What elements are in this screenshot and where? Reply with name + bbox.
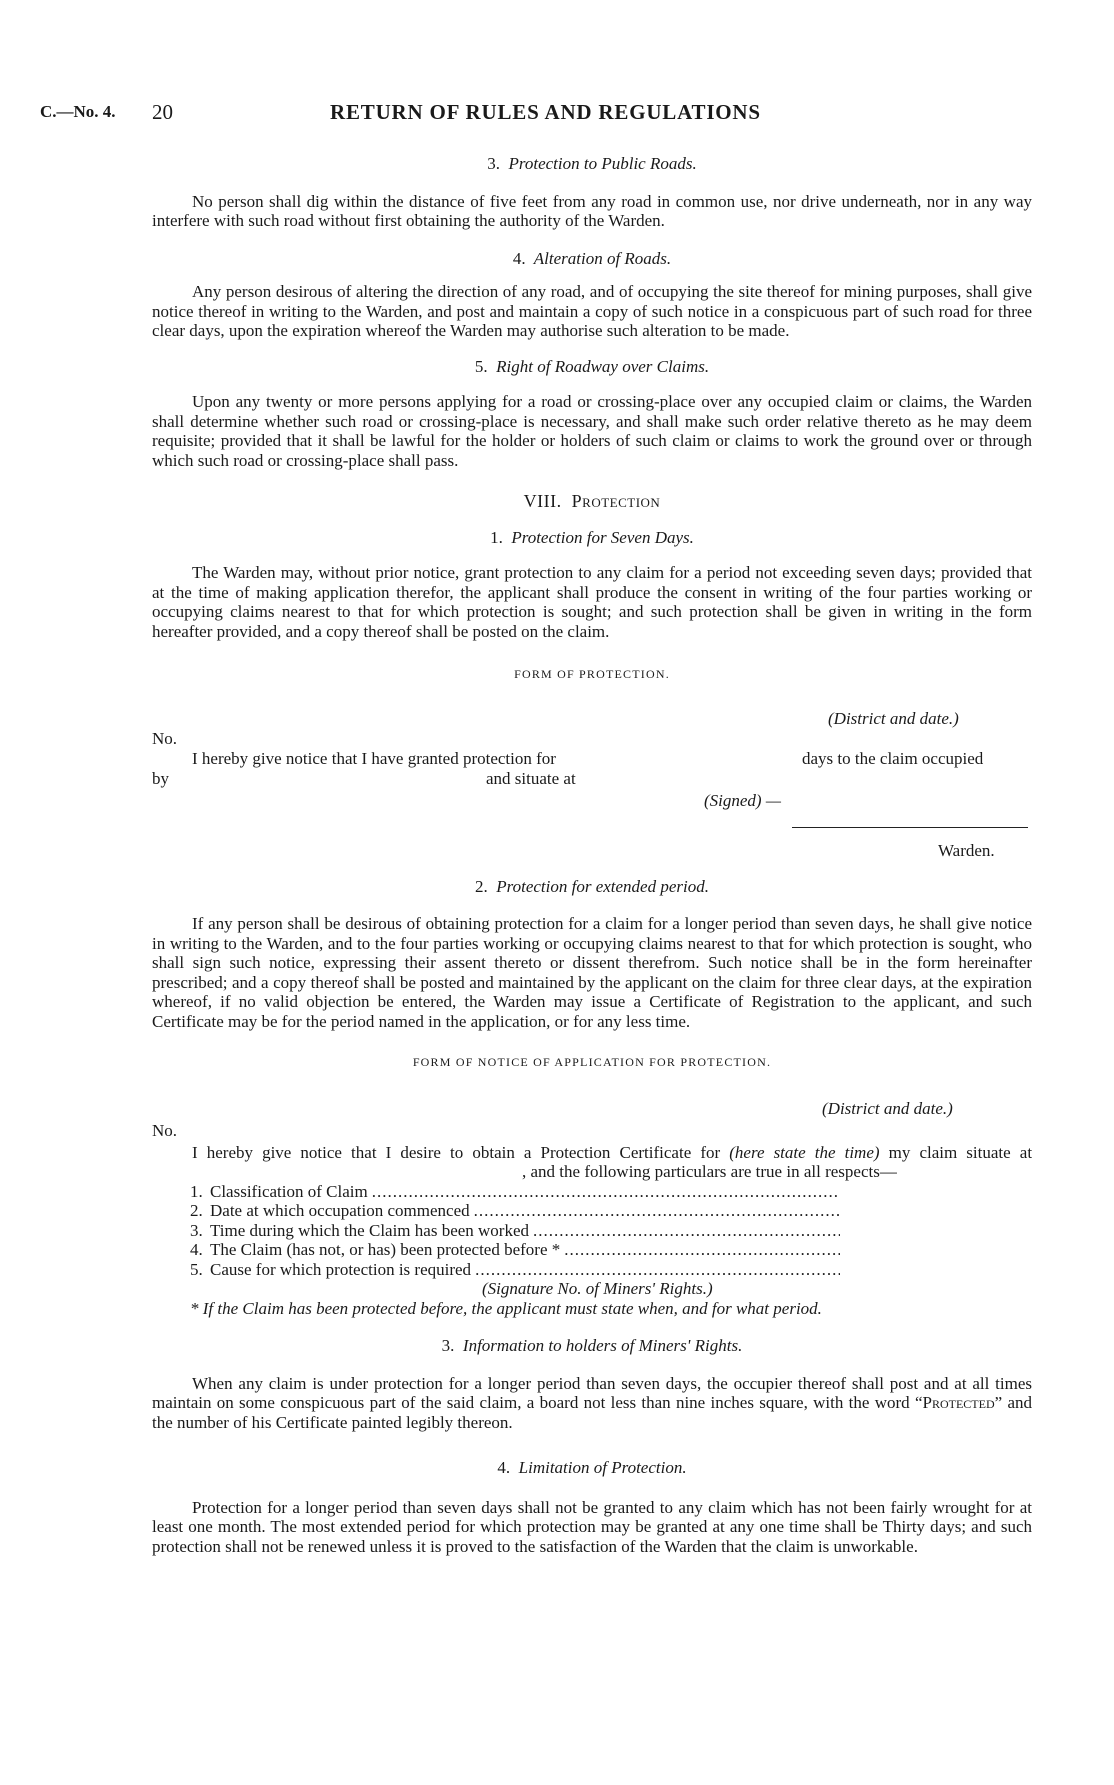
section-heading-right-of-roadway: 5. Right of Roadway over Claims. xyxy=(474,356,710,376)
section-heading-extended-period: 2. Protection for extended period. xyxy=(474,876,709,896)
document-body xyxy=(152,152,1032,1556)
paragraph-limitation: Protection for a longer period than seven days shall not be granted to any claim which has not been fairly wrought for at least one month. The most extended period for which protection may be granted at any one time shall be Thirty days; and such protection shall not be renewed unless it is proved to the satisfaction of the Warden that the claim is unworkable. xyxy=(152,1497,1032,1556)
form2-footnote: * If the Claim has been protected before, the applicant must state when, and for what period. xyxy=(190,1298,822,1318)
form2-intro: I hereby give notice that I desire to obtain a Protection Certificate for (here state the time) my claim situate at , and the following particulars are true in all respects— xyxy=(192,1142,1033,1181)
list-item: 5. Cause for which protection is required ..... xyxy=(190,1260,840,1280)
form2-particulars-list xyxy=(190,1182,840,1280)
form1-warden-label: Warden. xyxy=(938,840,995,860)
paragraph-extended-period: If any person shall be desirous of obtaining protection for a claim for a longer period than seven days, he shall give notice in writing to the Warden, and to the four parties working or occupying claims nearest to that for which protection is sought, who shall sign such notice, expressing their assent thereto or dissent therefrom. Such notice shall be in the form hereinafter prescribed; and a copy thereof shall be posted and maintained by the applicant on the claim for three clear days, at the expiration whereof, if no valid objection be entered, the Warden may issue a Certificate of Registration to the applicant, and such Certificate may be for the period named in the application, or for any less time. xyxy=(152,914,1032,1031)
page-title: RETURN OF RULES AND REGULATIONS xyxy=(330,100,761,124)
document-reference: C.—No. 4. xyxy=(40,102,116,121)
page-header xyxy=(40,100,1070,130)
list-item: 4. The Claim (has not, or has) been protected before * ..... xyxy=(190,1240,840,1260)
section-heading-seven-days: 1. Protection for Seven Days. xyxy=(490,527,694,547)
form1-signed-label: (Signed) — xyxy=(704,790,781,810)
form1-by-label: by xyxy=(152,768,169,788)
form1-grant-line: I hereby give notice that I have granted protection for xyxy=(192,748,556,768)
section-heading-alteration-roads: 4. Alteration of Roads. xyxy=(512,248,672,268)
form1-signature-line xyxy=(792,827,1028,828)
paragraph-right-of-roadway: Upon any twenty or more persons applying for a road or crossing-place over any occupied claim or claims, the Warden shall determine whether such road or crossing-place is necessary, and shall make such order relative thereto as he may deem requisite; provided that it shall be lawful for the holder or holders of such claim or claims to work the ground over or through which such road or crossing-place shall pass. xyxy=(152,392,1032,470)
protection-form xyxy=(152,695,1032,865)
list-item: 3. Time during which the Claim has been worked ..... xyxy=(190,1221,840,1241)
form-title-protection: FORM OF PROTECTION. xyxy=(514,667,670,681)
section-heading-limitation: 4. Limitation of Protection. xyxy=(497,1458,687,1477)
form1-situate-label: and situate at xyxy=(486,768,576,788)
page-number: 20 xyxy=(152,100,173,124)
form1-district-date: (District and date.) xyxy=(828,708,959,728)
form1-days-line: days to the claim occupied xyxy=(802,748,984,768)
section-heading-miners-rights: 3. Information to holders of Miners' Rights. xyxy=(441,1336,743,1355)
list-item: 1. Classification of Claim ..... xyxy=(190,1182,840,1202)
list-item: 2. Date at which occupation commenced ..... xyxy=(190,1201,840,1221)
form2-signature-label: (Signature No. of Miners' Rights.) xyxy=(482,1279,713,1298)
notice-form-header xyxy=(152,1085,1032,1143)
part-heading-protection: VIII. Protection xyxy=(523,491,661,511)
section-heading-public-roads: 3. Protection to Public Roads. xyxy=(487,154,697,173)
paragraph-seven-days: The Warden may, without prior notice, grant protection to any claim for a period not exceeding seven days; provided that at the time of making application therefor, the applicant shall produce the consent in writing of the four parties working or occupying claims nearest to that for which protection is sought; and such protection shall be given in writing in the form hereafter provided, and a copy thereof shall be posted on the claim. xyxy=(152,563,1032,641)
form1-number-label: No. xyxy=(152,728,178,748)
form-title-notice: FORM OF NOTICE OF APPLICATION FOR PROTECTION. xyxy=(412,1055,772,1069)
paragraph-miners-rights: When any claim is under protection for a longer period than seven days, the occupier thereof shall post and at all times maintain on some conspicuous part of the said claim, a board not less than nine inches square, with the word “Protected” and the number of his Certificate painted legibly thereon. xyxy=(152,1373,1033,1432)
paragraph-public-roads: No person shall dig within the distance of five feet from any road in common use, nor drive underneath, nor in any way interfere with such road without first obtaining the authority of the Warden. xyxy=(152,191,1032,230)
form2-district-date: (District and date.) xyxy=(822,1098,953,1118)
paragraph-alteration-roads: Any person desirous of altering the direction of any road, and of occupying the site thereof for mining purposes, shall give notice thereof in writing to the Warden, and post and maintain a copy of such notice in a conspicuous part of such road for three clear days, upon the expiration whereof the Warden may authorise such alteration to be made. xyxy=(152,282,1032,340)
form2-number-label: No. xyxy=(152,1120,178,1140)
